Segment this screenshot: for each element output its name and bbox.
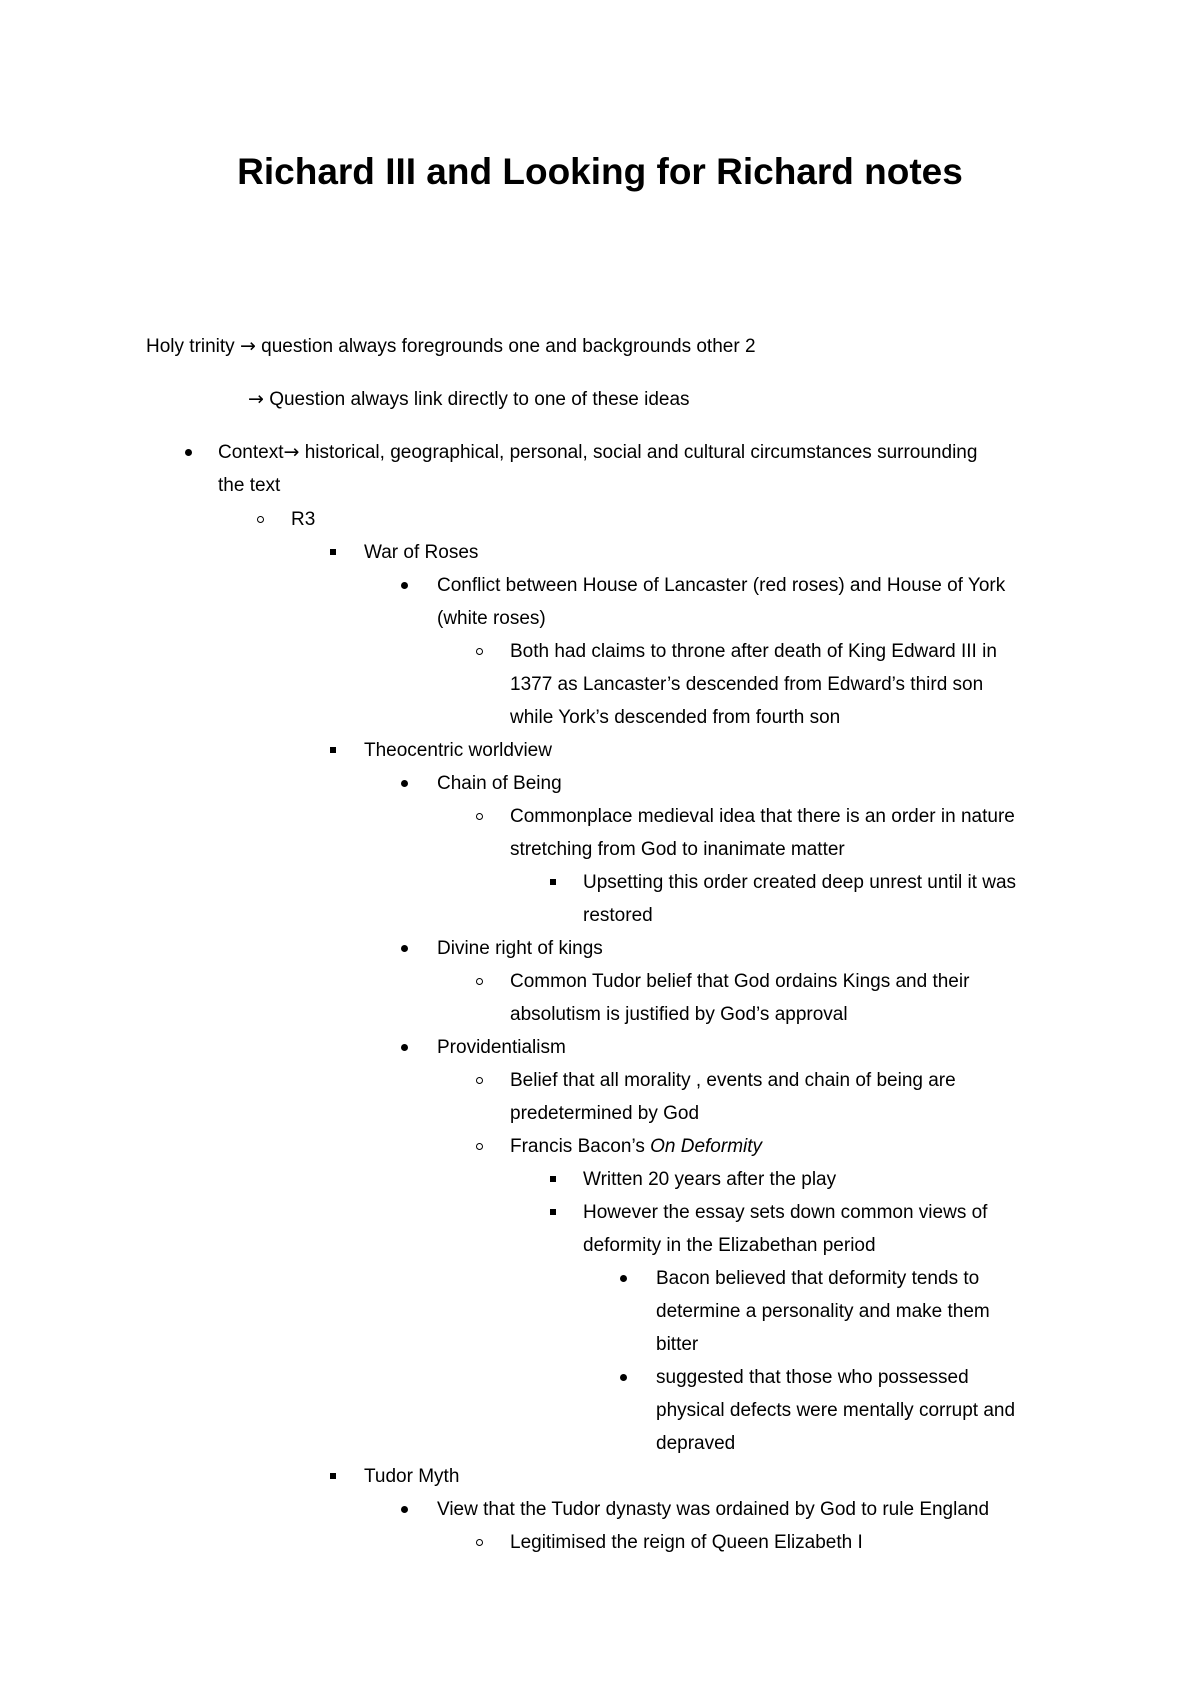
claims-line-1: Both had claims to throne after death of King Edward III in xyxy=(510,641,997,662)
intro-text-b: question always foregrounds one and backgrounds other 2 xyxy=(261,336,756,357)
bullet-dot-icon xyxy=(401,780,408,787)
chain-sub-line-1: Commonplace medieval idea that there is an order in nature xyxy=(510,806,1015,827)
bullet-dot-icon xyxy=(620,1374,627,1381)
bullet-square-icon xyxy=(550,1209,556,1215)
context-label: Context xyxy=(218,442,284,463)
bullet-square-icon xyxy=(550,879,556,885)
chain-of-being: Chain of Being xyxy=(437,773,562,794)
conflict-line-2: (white roses) xyxy=(437,608,546,629)
bullet-circle-icon xyxy=(476,978,483,985)
context-line-2: the text xyxy=(218,475,281,496)
bullet-dot-icon xyxy=(185,449,192,456)
upset-line-1: Upsetting this order created deep unrest until it was xyxy=(583,872,1017,893)
theocentric-heading: Theocentric worldview xyxy=(364,740,552,761)
claims-line-3: while York’s descended from fourth son xyxy=(510,707,841,728)
upset-line-2: restored xyxy=(583,905,653,926)
arrow-icon: → xyxy=(283,441,300,463)
believed-line-1: Bacon believed that deformity tends to xyxy=(656,1268,980,1289)
bullet-dot-icon xyxy=(401,582,408,589)
bullet-dot-icon xyxy=(620,1275,627,1282)
tudor-view: View that the Tudor dynasty was ordained by God to rule England xyxy=(437,1499,990,1520)
bullet-dot-icon xyxy=(401,945,408,952)
bacon-title: On Deformity xyxy=(650,1136,763,1157)
intro-text-2: Question always link directly to one of these ideas xyxy=(269,389,690,410)
bullet-circle-icon xyxy=(476,1539,483,1546)
bullet-circle-icon xyxy=(476,648,483,655)
intro-line-1 xyxy=(146,330,756,363)
bullet-square-icon xyxy=(550,1176,556,1182)
divine-sub-line-2: absolutism is justified by God’s approval xyxy=(510,1004,848,1025)
intro-line-2 xyxy=(248,383,690,416)
arrow-icon: → xyxy=(248,388,264,410)
bullet-dot-icon xyxy=(401,1044,408,1051)
bacon-line xyxy=(510,1130,762,1163)
page-title: Richard III and Looking for Richard notes xyxy=(237,151,963,192)
prov-sub-line-2: predetermined by God xyxy=(510,1103,700,1124)
bullet-circle-icon xyxy=(257,516,264,523)
bullet-dot-icon xyxy=(401,1506,408,1513)
arrow-icon: → xyxy=(239,335,256,357)
suggested-line-2: physical defects were mentally corrupt and xyxy=(656,1400,1016,1421)
tudor-legit: Legitimised the reign of Queen Elizabeth I xyxy=(510,1532,863,1553)
believed-line-2: determine a personality and make them xyxy=(656,1301,990,1322)
divine-sub-line-1: Common Tudor belief that God ordains Kings and their xyxy=(510,971,970,992)
context-line-1 xyxy=(218,436,977,469)
bullet-circle-icon xyxy=(476,1143,483,1150)
divine-right: Divine right of kings xyxy=(437,938,603,959)
bullet-square-icon xyxy=(330,549,336,555)
bullet-square-icon xyxy=(330,747,336,753)
bullet-circle-icon xyxy=(476,813,483,820)
context-text: historical, geographical, personal, social and cultural circumstances surrounding xyxy=(304,442,978,463)
believed-line-3: bitter xyxy=(656,1334,699,1355)
tudor-heading: Tudor Myth xyxy=(364,1466,460,1487)
bullet-square-icon xyxy=(330,1473,336,1479)
war-of-roses-heading: War of Roses xyxy=(364,542,479,563)
prov-sub-line-1: Belief that all morality , events and chain of being are xyxy=(510,1070,956,1091)
suggested-line-1: suggested that those who possessed xyxy=(656,1367,969,1388)
however-line-1: However the essay sets down common views of xyxy=(583,1202,988,1223)
written-line: Written 20 years after the play xyxy=(583,1169,837,1190)
bacon-text: Francis Bacon’s xyxy=(510,1136,651,1157)
however-line-2: deformity in the Elizabethan period xyxy=(583,1235,876,1256)
intro-text-a: Holy trinity xyxy=(146,336,235,357)
chain-sub-line-2: stretching from God to inanimate matter xyxy=(510,839,845,860)
suggested-line-3: depraved xyxy=(656,1433,736,1454)
conflict-line-1: Conflict between House of Lancaster (red roses) and House of York xyxy=(437,575,1006,596)
r3-label: R3 xyxy=(291,509,316,530)
providentialism: Providentialism xyxy=(437,1037,566,1058)
claims-line-2: 1377 as Lancaster’s descended from Edward’s third son xyxy=(510,674,984,695)
bullet-circle-icon xyxy=(476,1077,483,1084)
